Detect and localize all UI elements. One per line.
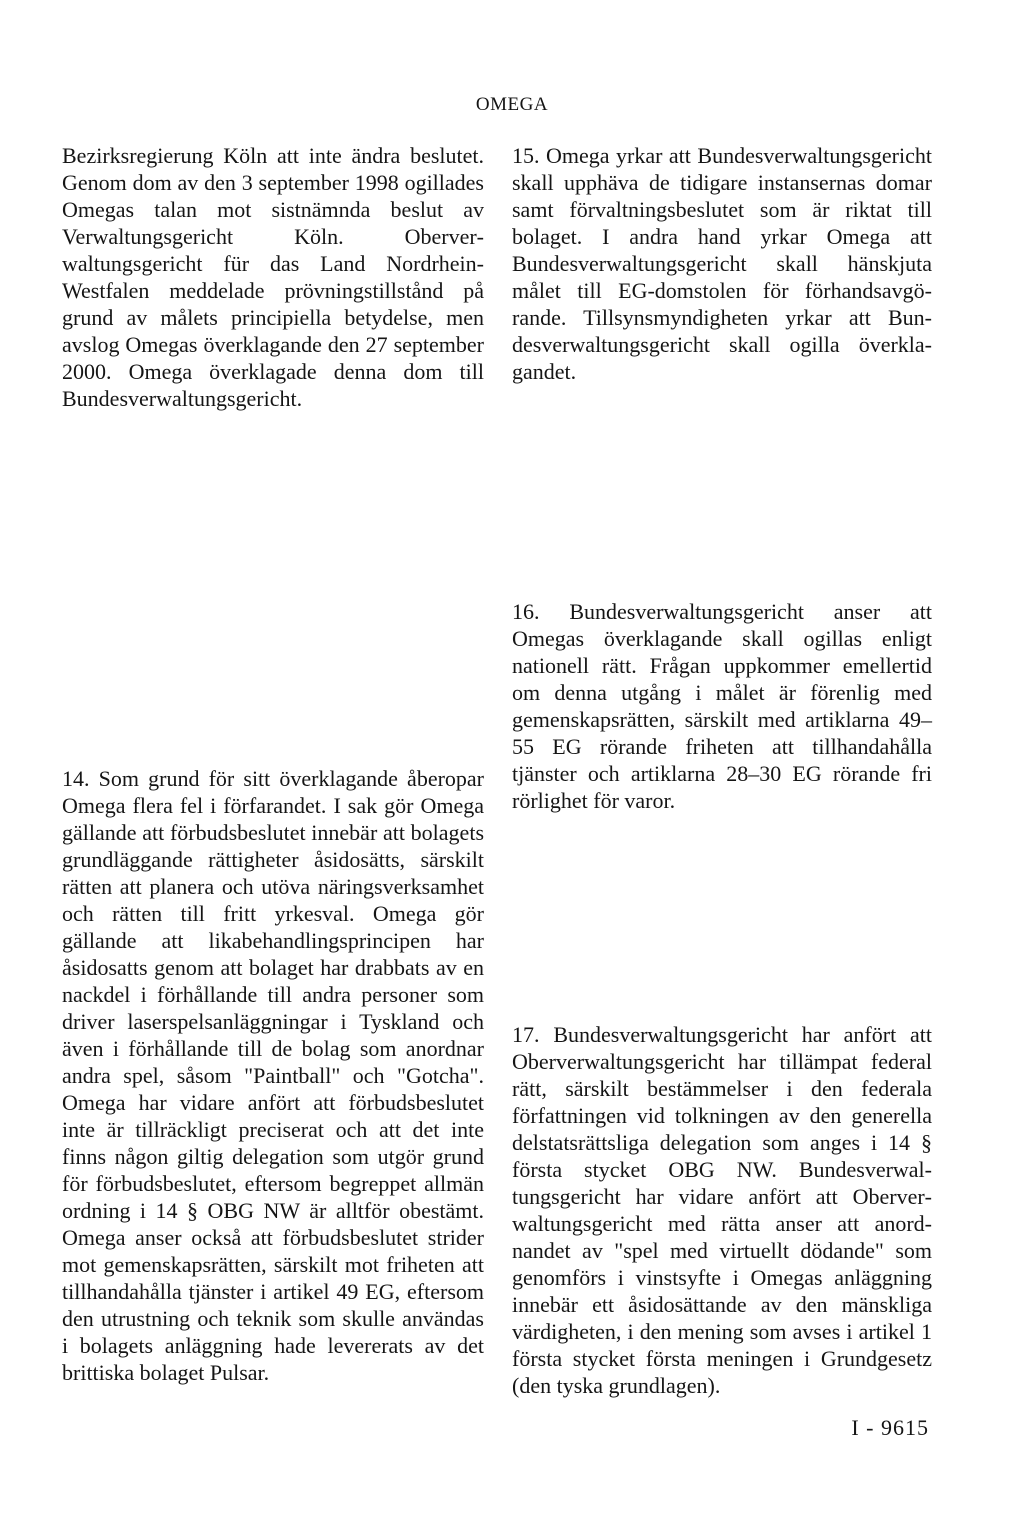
paragraph-17: 17. Bundesverwaltungsgericht har anfört att Oberverwaltungsgericht har tillämpat federal rätt, särskilt bestämmelser i den federala författningen vid tolkningen av den generella delstatsrättsliga delegation som anges i 14 § första stycket OBG NW. Bundesverwaltungsgericht har vidare anfört att Oberverwaltungsgericht med rätta anser att anordnandet av "spel med virtuellt dödande" som genomförs i vinstsyfte i Omegas anläggning innebär ett åsidosättande av den mänskliga värdigheten, i den mening som avses i artikel 1 första stycket första meningen i Grundgesetz (den tyska grundlagen). — [512, 1022, 932, 1398]
running-header: OMEGA — [475, 94, 549, 115]
paragraph-15: 15. Omega yrkar att Bundesverwaltungsgericht skall upphäva de tidigare instansernas domar samt förvaltningsbeslutet som är riktat till bolaget. I andra hand yrkar Omega att Bundesverwaltungsgericht skall hänskjuta målet till EG-domstolen för förhandsavgörande. Tillsynsmyndigheten yrkar att Bundesverwaltungsgericht skall ogilla överklagandet. — [512, 143, 932, 384]
paragraph-14: 14. Som grund för sitt överklagande åberopar Omega flera fel i förfarandet. I sak gör Omega gällande att förbudsbeslutet innebär att bolagets grundläggande rättigheter åsidosätts, särskilt rätten att planera och utöva näringsverksamhet och rätten till fritt yrkesval. Omega gör gällande att likabehandlingsprincipen har åsidosatts genom att bolaget har drabbats av en nackdel i förhållande till andra personer som driver laserspelsanläggningar i Tyskland och även i förhållande till de bolag som anordnar andra spel, såsom "Paintball" och "Gotcha". Omega har vidare anfört att förbudsbeslutet inte är tillräckligt preciserat och att det inte finns någon giltig delegation som utgör grund för förbudsbeslutet, eftersom begreppet allmän ordning i 14 § OBG NW är alltför obestämt. Omega anser också att förbudsbeslutet strider mot gemenskapsrätten, särskilt mot friheten att tillhandahålla tjänster i artikel 49 EG, eftersom den utrustning och teknik som skulle användas i bolagets anläggning hade levererats av det brittiska bolaget Pulsar. — [62, 766, 484, 1385]
paragraph-16: 16. Bundesverwaltungsgericht anser att Omegas överklagande skall ogillas enligt nationell rätt. Frågan uppkommer emellertid om denna utgång i målet är förenlig med gemenskapsrätten, särskilt med artiklarna 49–55 EG rörande friheten att tillhandahålla tjänster och artiklarna 28–30 EG rörande fri rörlighet för varor. — [512, 599, 932, 813]
page-number: I - 9615 — [851, 1415, 929, 1440]
paragraph-13-continued: Bezirksregierung Köln att inte ändra beslutet. Genom dom av den 3 september 1998 ogillades Omegas talan mot sistnämnda beslut av Verwaltungsgericht Köln. Oberverwaltungsgericht für das Land Nordrhein-Westfalen meddelade prövningstillstånd på grund av målets principiella betydelse, men avslog Omegas överklagande den 27 september 2000. Omega överklagade denna dom till Bundesverwaltungsgericht. — [62, 143, 484, 411]
